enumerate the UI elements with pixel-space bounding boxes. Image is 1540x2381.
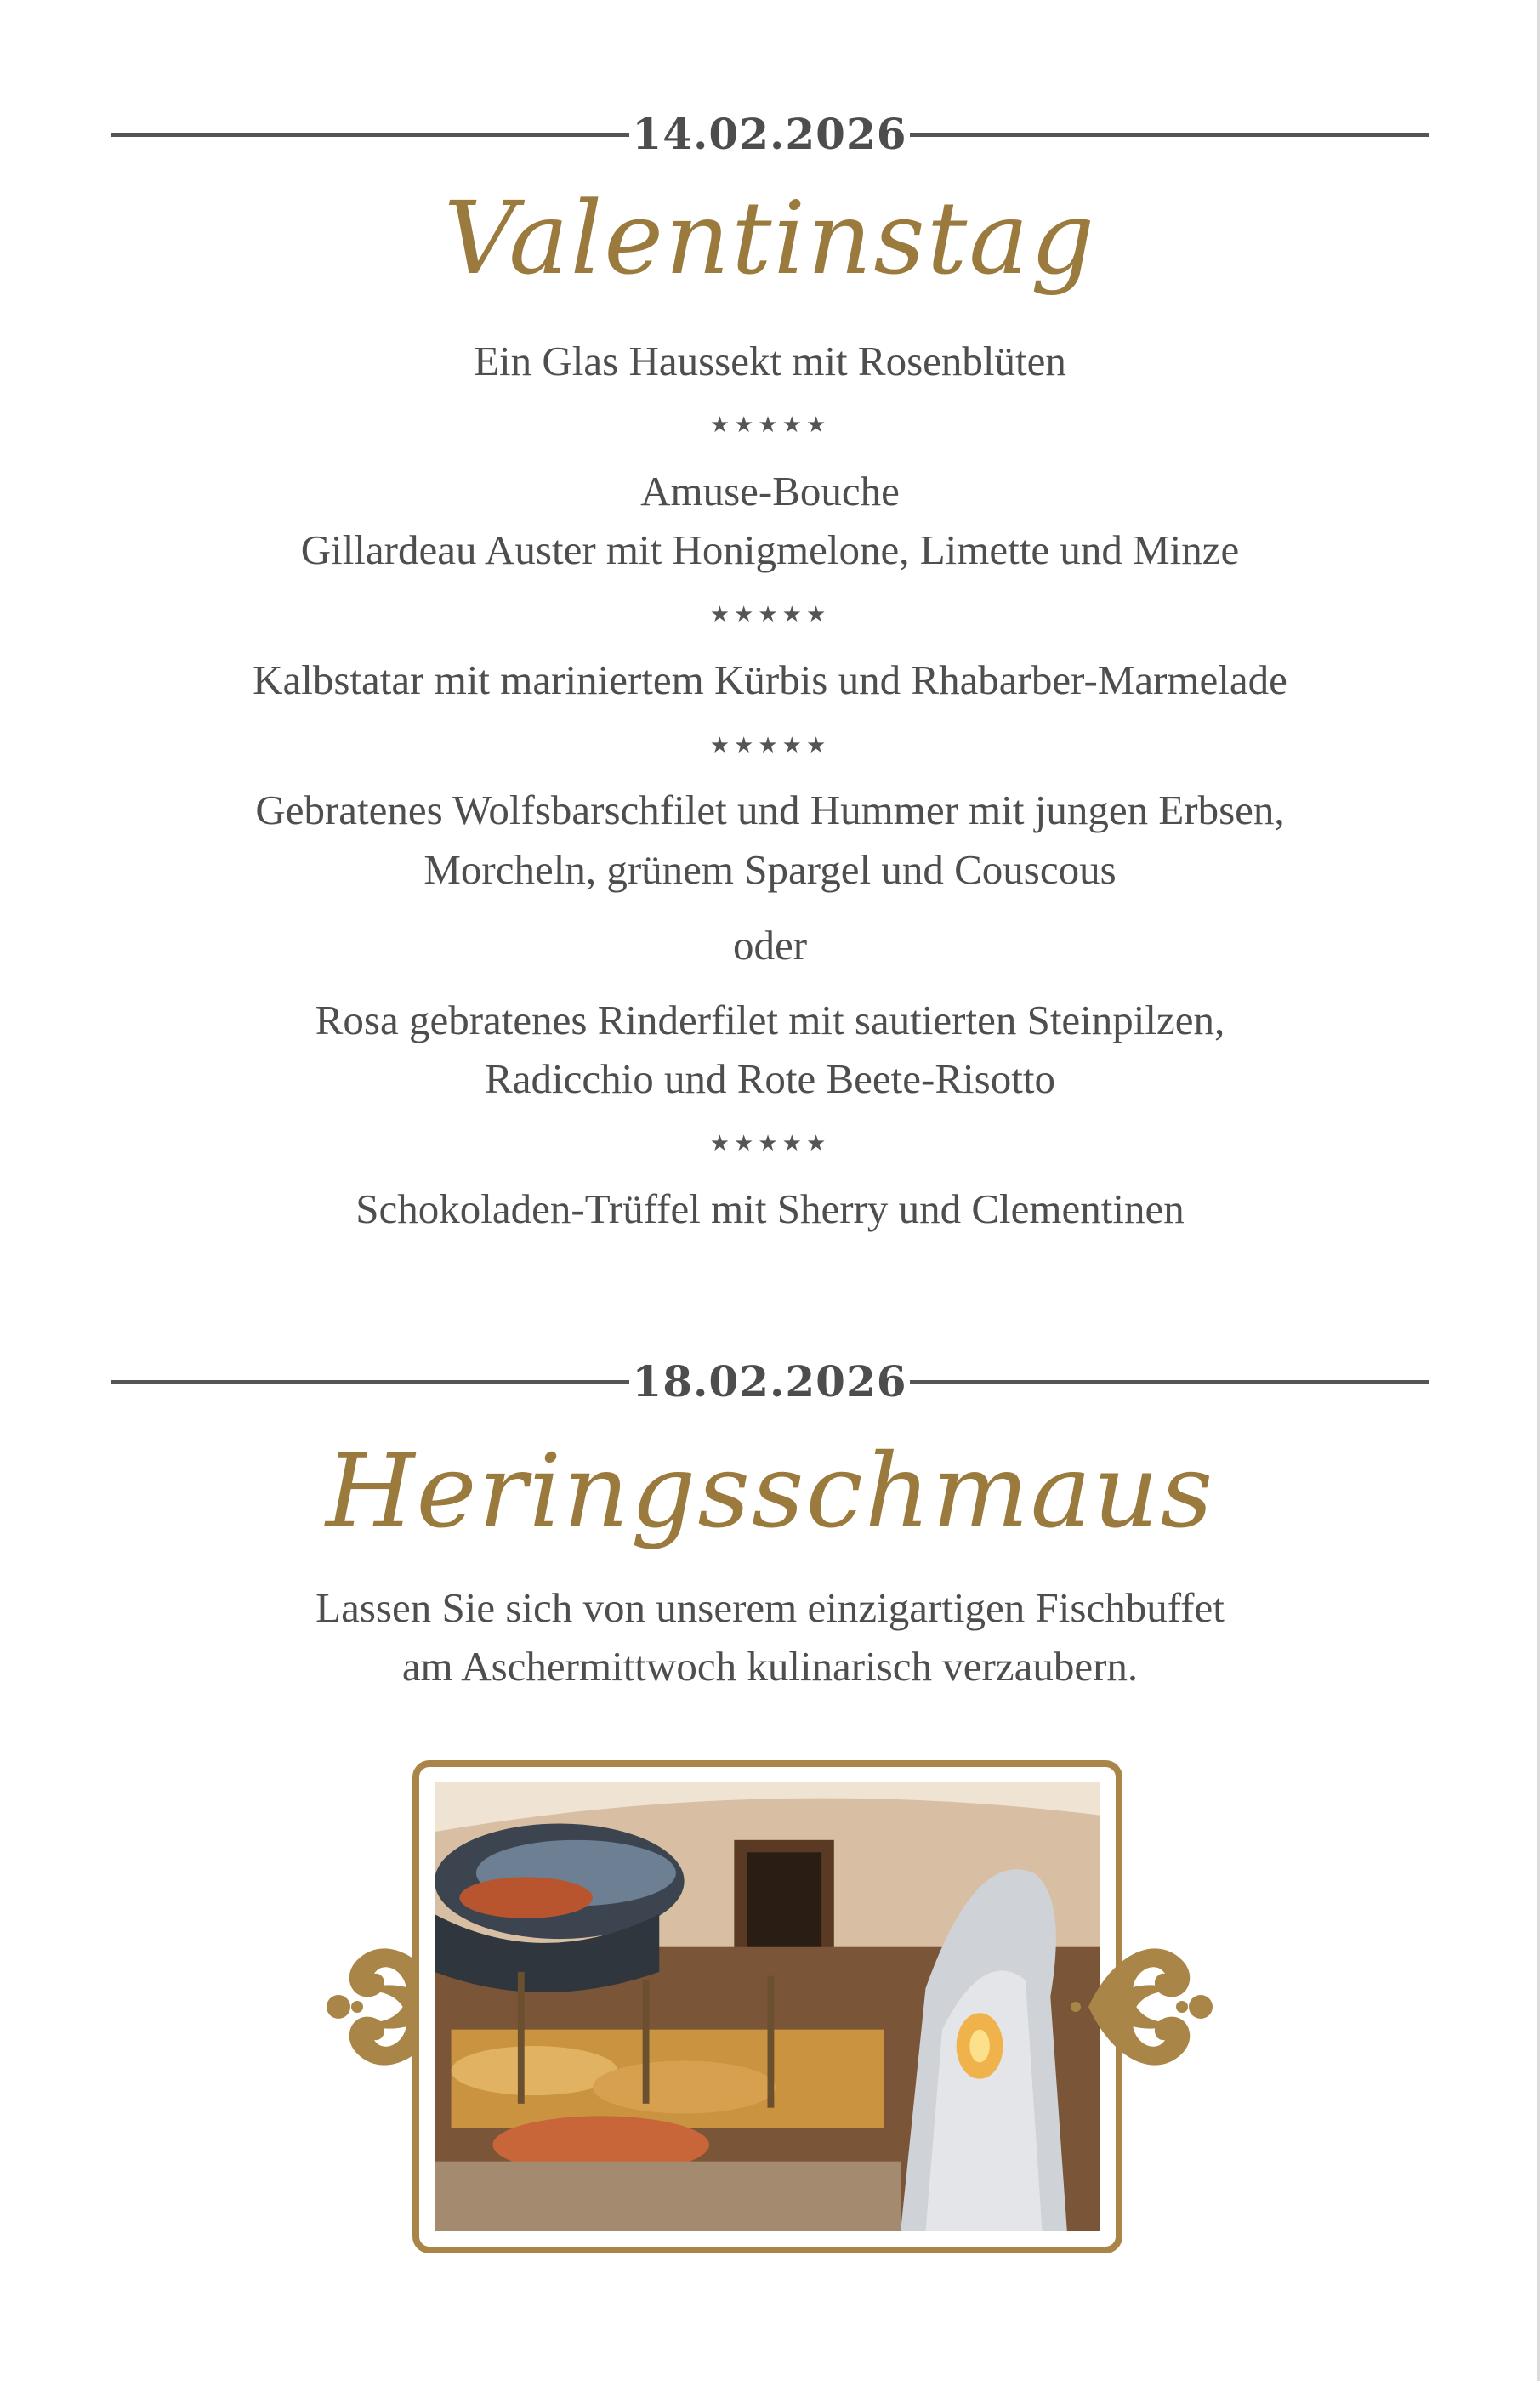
menu-line: oder bbox=[732, 922, 808, 969]
flourish-ornament-icon bbox=[1071, 1901, 1216, 2113]
fish-buffet-photo bbox=[435, 1782, 1100, 2231]
divider-right bbox=[910, 1380, 1429, 1384]
event-date: 18.02.2026 bbox=[632, 1356, 907, 1406]
divider-right bbox=[910, 133, 1429, 137]
description-line: am Aschermittwoch kulinarisch verzaubern. bbox=[401, 1643, 1139, 1690]
star-separator: ★★★★★ bbox=[709, 733, 831, 759]
photo-frame bbox=[412, 1760, 1122, 2253]
menu-line: Gebratenes Wolfsbarschfilet und Hummer mit jungen Erbsen, bbox=[255, 787, 1285, 833]
menu-line: Morcheln, grünem Spargel und Couscous bbox=[423, 846, 1117, 893]
star-separator: ★★★★★ bbox=[709, 412, 831, 438]
menu-line: Radicchio und Rote Beete-Risotto bbox=[485, 1055, 1055, 1102]
event-title: Valentinstag bbox=[443, 179, 1097, 297]
date-header-2 bbox=[111, 1352, 1429, 1412]
event-title: Heringsschmaus bbox=[325, 1433, 1215, 1551]
event-date: 14.02.2026 bbox=[632, 109, 907, 159]
menu-line: Amuse-Bouche bbox=[640, 468, 900, 514]
menu-line: Kalbstatar mit mariniertem Kürbis und Rhabarber-Marmelade bbox=[253, 656, 1287, 703]
menu-line: Ein Glas Haussekt mit Rosenblüten bbox=[474, 338, 1066, 384]
photo-frame-group bbox=[323, 1752, 1216, 2262]
star-separator: ★★★★★ bbox=[709, 602, 831, 628]
menu-line: Gillardeau Auster mit Honigmelone, Limette und Minze bbox=[300, 526, 1240, 573]
menu-line: Schokoladen-Trüffel mit Sherry und Clementinen bbox=[355, 1185, 1185, 1232]
description-line: Lassen Sie sich von unserem einzigartigen Fischbuffet bbox=[315, 1584, 1225, 1631]
date-header-1 bbox=[111, 105, 1429, 164]
menu-line: Rosa gebratenes Rinderfilet mit sautierten Steinpilzen, bbox=[315, 997, 1225, 1043]
star-separator: ★★★★★ bbox=[709, 1131, 831, 1156]
